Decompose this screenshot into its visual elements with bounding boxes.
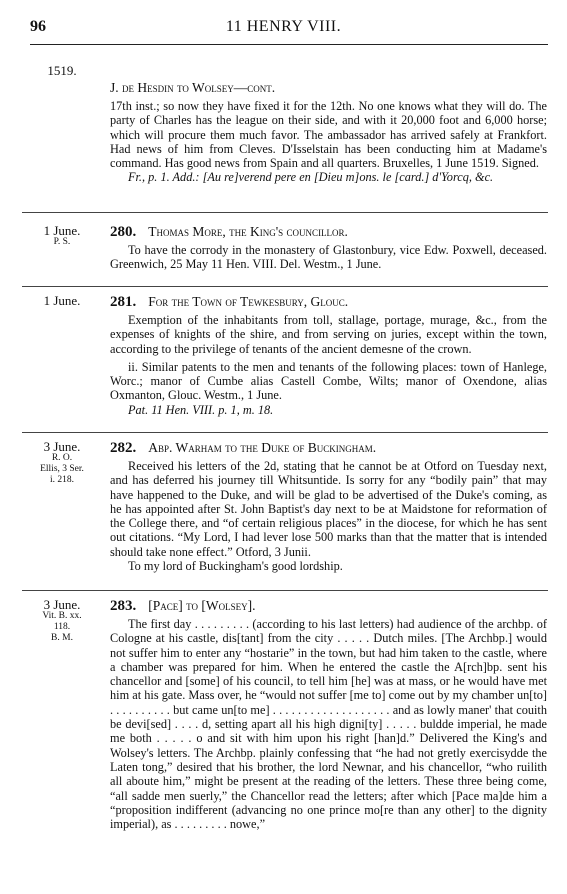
entry-note: Pat. 11 Hen. VIII. p. 1, m. 18. — [128, 402, 274, 417]
entry-number: 282. — [110, 440, 137, 456]
entry-body — [110, 598, 547, 831]
entry-note: Fr., p. 1. Add.: [Au re]verend pere en [Dieu m]ons. le [card.] d'Yorcq, &c. — [128, 170, 494, 185]
entry-body — [110, 294, 547, 417]
entry-title: For the Town of Tewkesbury, Glouc. — [148, 294, 349, 309]
entry-title: [Pace] to [Wolsey]. — [148, 598, 256, 613]
entry-text: 17th inst.; so now they have fixed it for the 12th. No one knows what they will do. The party of Charles has the league on their side, and with it 20,000 foot and 6,000 horse; which will procure them much favor. The ambassador has arrived safely at Frankfort. Had news of him from Cleves. D'Isselstain has been conducting him at Madame's command. Has good news from Spain and all quarters. Bruxelles, 1 June 1519. Signed. — [110, 99, 547, 171]
entry-margin: 3 June. R. O. Ellis, 3 Ser. i. 218. — [40, 439, 84, 485]
entry-number: 281. — [110, 294, 137, 310]
entry-number: 280. — [110, 224, 137, 240]
entry-text-2: To my lord of Buckingham's good lordship. — [128, 559, 343, 574]
entry-margin: 3 June. Vit. B. xx. 118. B. M. — [42, 597, 82, 643]
entry-number: 283. — [110, 598, 137, 614]
header-rule — [30, 44, 548, 45]
entry-text: To have the corrody in the monastery of Glastonbury, vice Edw. Poxwell, deceased. Greenwich, 25 May 11 Hen. VIII. Del. Westm., 1 June. — [110, 243, 547, 272]
running-head: 11 HENRY VIII. — [225, 18, 342, 35]
page-header — [0, 14, 567, 40]
entry-title: J. de Hesdin to Wolsey—cont. — [110, 80, 276, 95]
entry-margin: 1 June. — [43, 293, 81, 308]
entry-separator — [22, 212, 548, 213]
entry-margin: 1 June. P. S. — [43, 223, 81, 247]
entry-title: Abp. Warham to the Duke of Buckingham. — [148, 440, 377, 455]
entry-separator — [22, 286, 548, 287]
entry-title: Thomas More, the King's councillor. — [148, 224, 348, 239]
entry-separator — [22, 432, 548, 433]
entry-text: The first day . . . . . . . . . (according to his last letters) had audience of the archbp. of Cologne at his castle, dis[tant] from the city . . . . . Dutch miles. [The Archbp.] would not suffer him to enter any “hostarie” in the town, but had him taken to the castle, where a chamber was prepared for him. When he entered the castle the A[rch]bp. sent his chancellor and [some] of his council, to tell him [he] was at mass, or he would have met him at his gate. Mass over, he “would not suffer [me to] come out by my chamber un[to] . . . . . . . . . . but came un[to me] . . . . . . . . . . . . . . . . . . . and as lowly maner' that couith be devi[sed] . . . . d, setting apart all his high digni[ty] . . . . . buldde imperial, he made me both . . . . . o and sit with him upon his right [han]d.” Delivered the King's and Wolsey's letters. The Archbp. plainly confessing that “he had not gretly exercisydde the Laten tong,” desired that his brother, the lord Newnar, and his chancellor, “who ruilith all aboute him,” might be present at the reading of the letters. These three being come, “all sadde men suerly,” the Chancellor read the letters; after which [Pace ma]de him a “proposition indifferent (advancing no one prince mo[re than any other] to the dignity imperial), as . . . . . . . . . nowe,” — [110, 617, 547, 832]
entry-body — [110, 440, 547, 573]
entry-text: Exemption of the inhabitants from toll, stallage, portage, murage, &c., from the expenses of knights of the shire, and from serving on juries, except within the town, according to the privilege of tenants of the ancient demesne of the crown. — [110, 313, 547, 356]
entry-text: Received his letters of the 2d, stating that he cannot be at Otford on Tuesday next, and has deferred his journey till Whitsuntide. Is sorry for any “bodily pain” that may have happened to the Duke, and will be glad to be advertised of the Duke's coming, as he has appointed after St. John Baptist's day next to be at Maidstone for reformation of the College there, and “of certain religious places” in the diocese, for which he has sent out citations. “My Lord, I had lever lose 500 marks than that the matter that is intended should take none effect.” Otford, 3 Junii. — [110, 459, 547, 559]
entry-separator — [22, 590, 548, 591]
entry-year: 1519. — [47, 63, 77, 78]
entry-text-2: ii. Similar patents to the men and tenants of the following places: town of Hanlege, Worc.; manor of Cumbe alias Castell Combe, Wilts; manor of Oxendone, alias Oxmanton, Glouc. Westm., 1 June. — [110, 359, 547, 403]
page-number: 96 — [30, 18, 46, 35]
entry-body — [110, 80, 547, 185]
entry-body — [110, 224, 547, 272]
